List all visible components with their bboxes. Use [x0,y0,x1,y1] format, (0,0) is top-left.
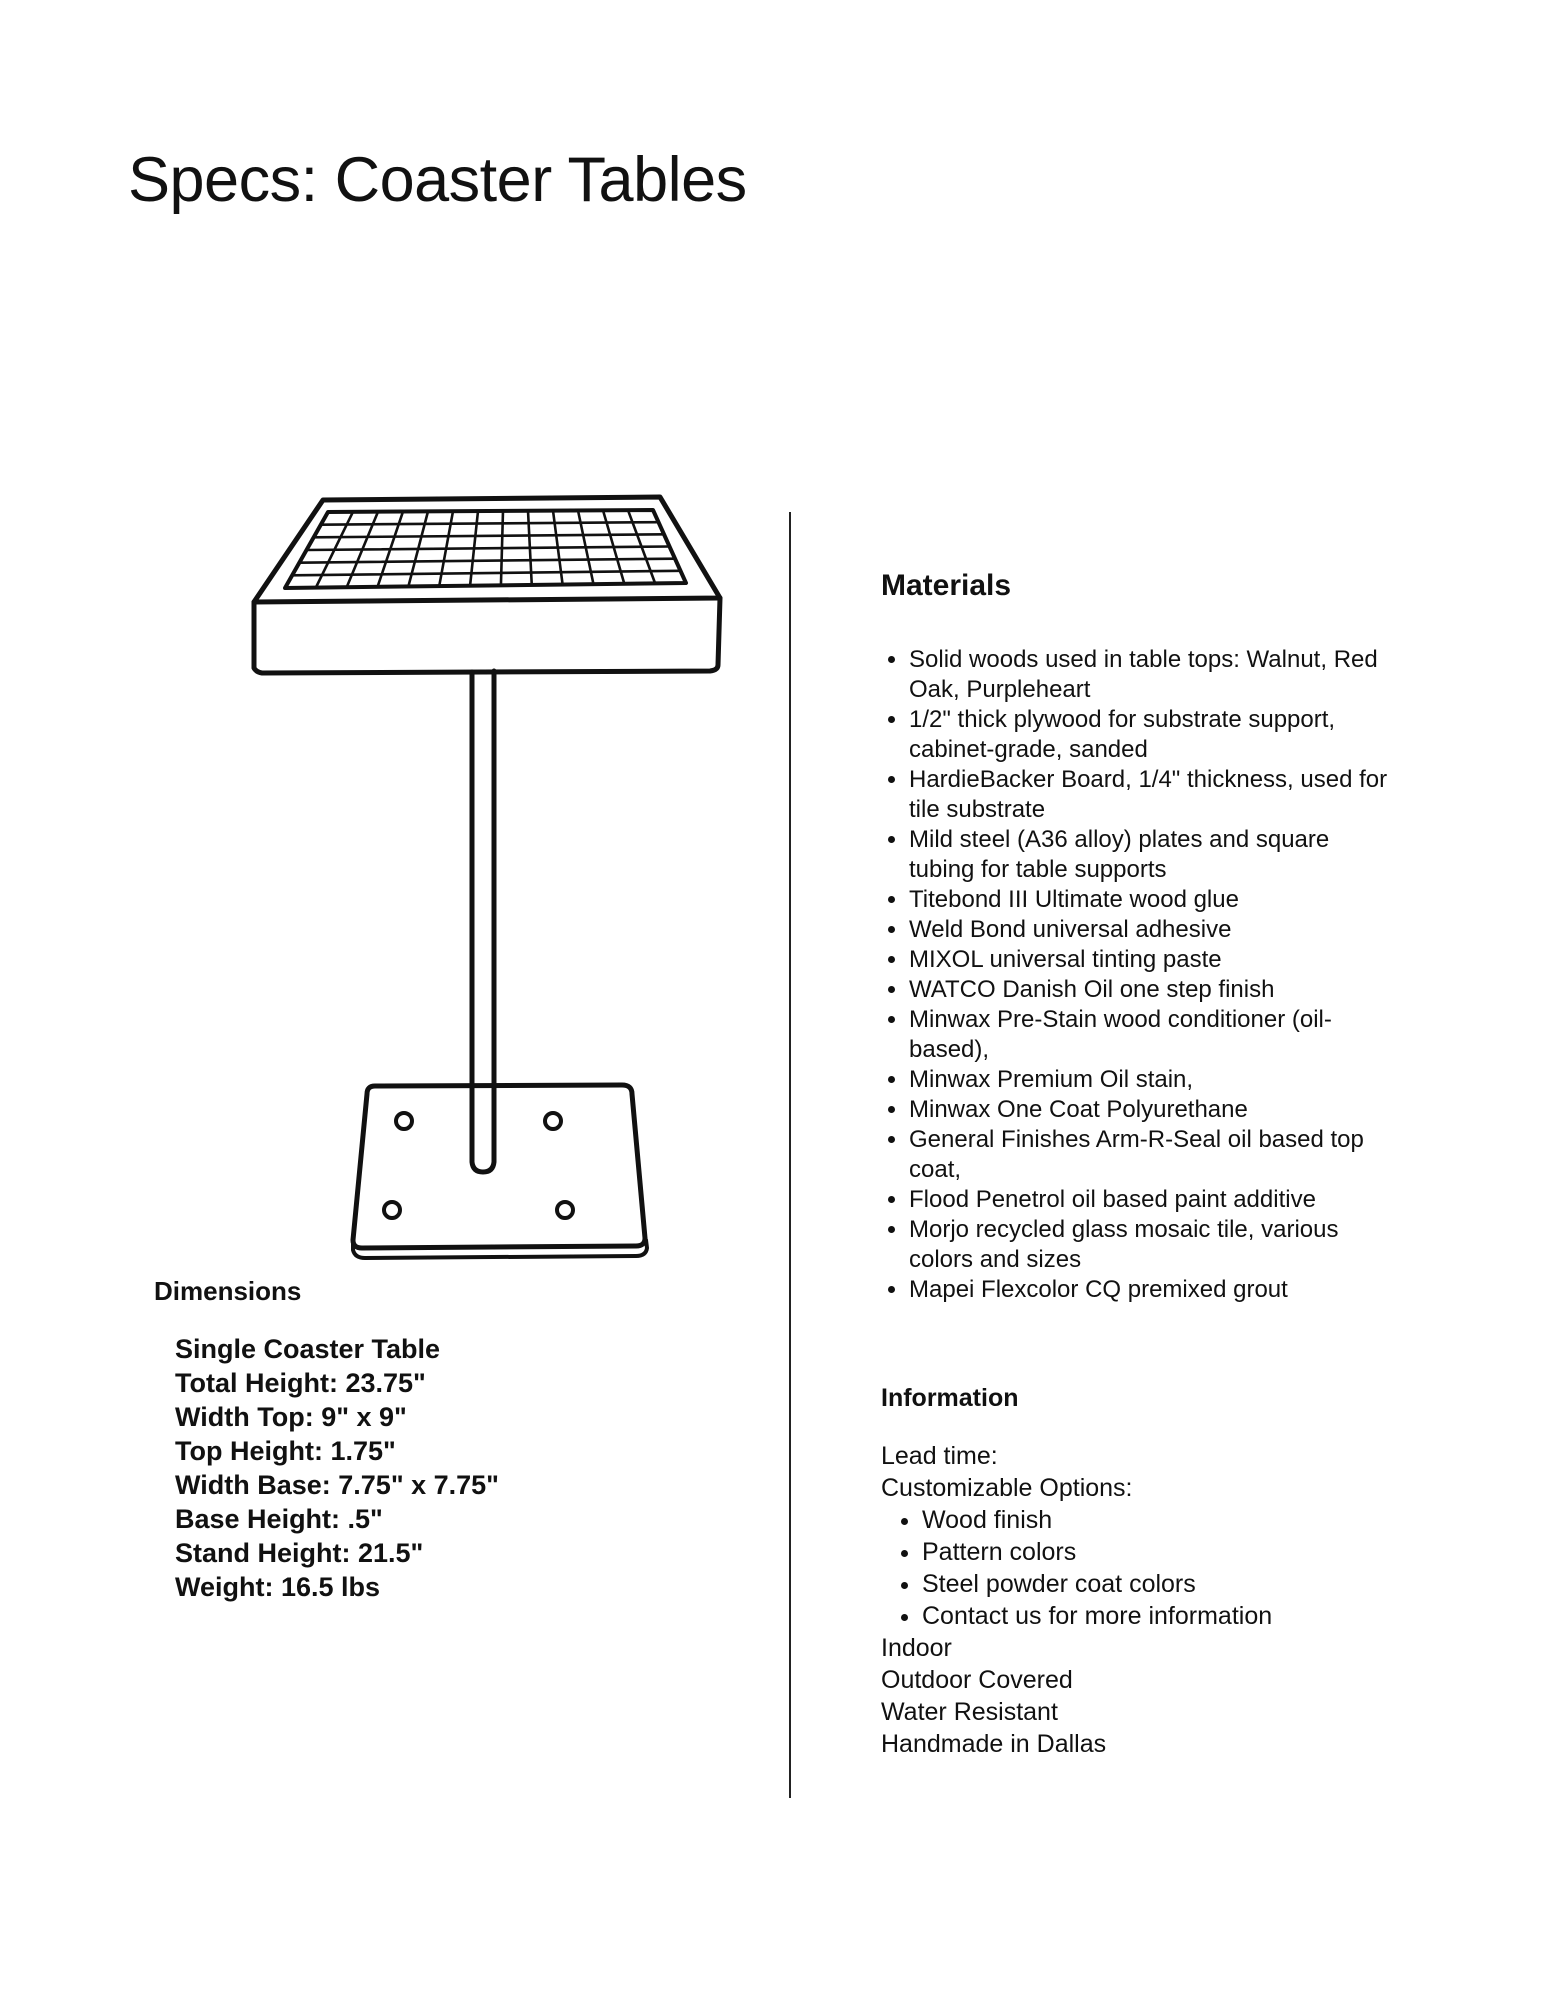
materials-heading: Materials [881,569,1012,602]
dimensions-heading: Dimensions [154,1276,302,1306]
info-line: Handmade in Dallas [881,1730,1107,1758]
material-item: • General Finishes Arm-R-Seal oil based top coat, [909,1125,1401,1185]
info-line: Outdoor Covered [881,1666,1073,1694]
material-item: • Titebond III Ultimate wood glue [909,885,1401,915]
dimension-item: Single Coaster Table [175,1334,441,1364]
material-item: • HardieBacker Board, 1/4" thickness, used for tile substrate [909,765,1401,825]
customizable-options-label: Customizable Options: [881,1474,1133,1502]
option-item: • Pattern colors [922,1536,1441,1568]
material-item: • MIXOL universal tinting paste [909,945,1401,975]
materials-list [881,645,1401,1305]
material-item: • Minwax One Coat Polyurethane [909,1095,1401,1125]
dimension-item: Stand Height: 21.5" [175,1538,424,1568]
material-item: • Weld Bond universal adhesive [909,915,1401,945]
option-item: • Steel powder coat colors [922,1568,1441,1600]
material-item: • Minwax Pre-Stain wood conditioner (oil-based), [909,1005,1401,1065]
dimensions-list [175,1332,595,1604]
material-item: • Flood Penetrol oil based paint additive [909,1185,1401,1215]
material-item: • Solid woods used in table tops: Walnut, Red Oak, Purpleheart [909,645,1401,705]
material-item: • Mild steel (A36 alloy) plates and square tubing for table supports [909,825,1401,885]
dimension-item: Width Top: 9" x 9" [175,1402,407,1432]
column-divider [789,512,791,1798]
dimension-item: Width Base: 7.75" x 7.75" [175,1470,499,1500]
coaster-table-illustration [240,480,740,1270]
information-heading: Information [881,1384,1019,1412]
information-block [881,1440,1441,1760]
material-item: • Mapei Flexcolor CQ premixed grout [909,1275,1401,1305]
info-line: Indoor [881,1634,952,1662]
dimension-item: Base Height: .5" [175,1504,383,1534]
material-item: • 1/2" thick plywood for substrate support, cabinet-grade, sanded [909,705,1401,765]
option-item: • Wood finish [922,1504,1441,1536]
dimension-item: Top Height: 1.75" [175,1436,396,1466]
info-line: Water Resistant [881,1698,1058,1726]
page-title: Specs: Coaster Tables [128,145,747,215]
material-item: • Morjo recycled glass mosaic tile, various colors and sizes [909,1215,1401,1275]
option-item: • Contact us for more information [922,1600,1441,1632]
lead-time-label: Lead time: [881,1442,998,1470]
options-list [881,1504,1441,1632]
dimension-item: Total Height: 23.75" [175,1368,426,1398]
material-item: • WATCO Danish Oil one step finish [909,975,1401,1005]
dimension-item: Weight: 16.5 lbs [175,1572,381,1602]
material-item: • Minwax Premium Oil stain, [909,1065,1401,1095]
